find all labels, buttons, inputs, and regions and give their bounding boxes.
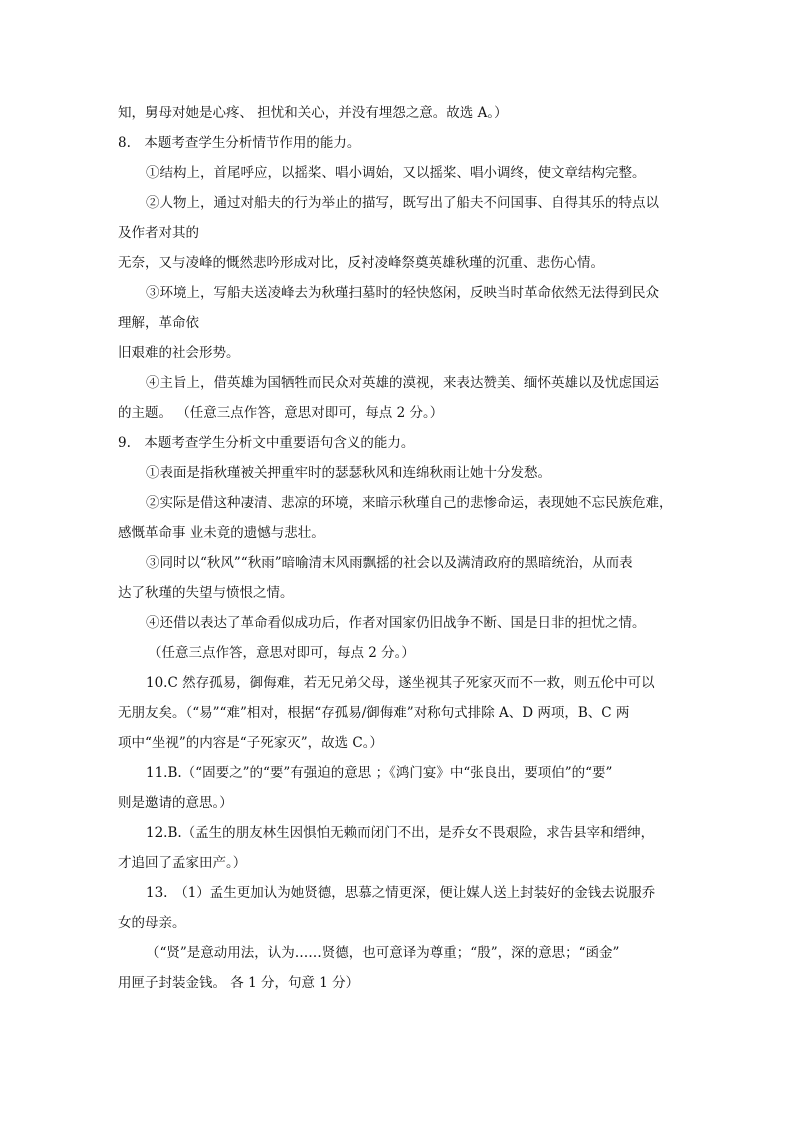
text-line: 用匣子封装金钱。 各 1 分，句意 1 分） — [118, 975, 360, 991]
text-line: 才追回了孟家田产。） — [118, 855, 247, 871]
question-9-heading: 9. 本题考查学生分析文中重要语句含义的能力。 — [118, 435, 415, 451]
question-10-answer: 10.C 然存孤易，御侮难，若无兄弟父母，遂坐视其子死家灭而不一救，则五伦中可以 — [146, 675, 655, 691]
text-line: ①表面是指秋瑾被关押重牢时的瑟瑟秋风和连绵秋雨让她十分发愁。 — [146, 465, 551, 481]
text-line: 无奈，又与凌峰的慨然悲吟形成对比，反衬凌峰祭奠英雄秋瑾的沉重、悲伤心情。 — [118, 255, 604, 271]
text-line: ①结构上，首尾呼应，以摇桨、唱小调始，又以摇桨、唱小调终，使文章结构完整。 — [146, 165, 646, 181]
text-line: ②实际是借这种凄清、悲凉的环境，来暗示秋瑾自己的悲惨命运，表现她不忘民族危难， — [146, 495, 673, 511]
text-line: 知，舅母对她是心疼、 担忧和关心，并没有埋怨之意。故选 A。） — [118, 105, 508, 121]
text-line: （“贤”是意动用法，认为……贤德，也可意译为尊重；“殷”，深的意思；“函金” — [146, 945, 620, 961]
question-13-answer: 13. （1）孟生更加认为她贤德，思慕之情更深，便让媒人送上封装好的金钱去说服乔 — [146, 885, 656, 901]
text-line: 则是邀请的意思。） — [118, 795, 233, 811]
text-line: 感慨革命事 业未竟的遗憾与悲壮。 — [118, 525, 325, 541]
text-line: 达了秋瑾的失望与愤恨之情。 — [118, 585, 294, 601]
text-line: （任意三点作答，意思对即可，每点 2 分。） — [148, 645, 415, 661]
text-line: 女的母亲。 — [118, 915, 186, 931]
question-12-answer: 12.B.（孟生的朋友林生因惧怕无赖而闭门不出，是乔女不畏艰险，求告县宰和缙绅， — [146, 825, 655, 841]
text-line: 无朋友矣。（“易”“难”相对，根据“存孤易/御侮难”对称句式排除 A、D 两项，B、C 两 — [118, 705, 630, 721]
text-line: ②人物上，通过对船夫的行为举止的描写，既写出了船夫不问国事、自得其乐的特点以 — [146, 195, 659, 211]
question-8-heading: 8. 本题考查学生分析情节作用的能力。 — [118, 135, 361, 151]
text-line: 的主题。 （任意三点作答，意思对即可，每点 2 分。） — [118, 405, 444, 421]
text-line: 项中“坐视”的内容是“子死家灭”，故选 C。） — [118, 735, 383, 751]
text-line: ④主旨上，借英雄为国牺牲而民众对英雄的漠视，来表达赞美、缅怀英雄以及忧虑国运 — [146, 375, 659, 391]
text-line: ④还借以表达了革命看似成功后，作者对国家仍旧战争不断、国是日非的担忧之情。 — [146, 615, 646, 631]
text-line: ③环境上，写船夫送凌峰去为秋瑾扫墓时的轻快悠闲，反映当时革命依然无法得到民众 — [146, 285, 659, 301]
text-line: 及作者对其的 — [118, 225, 199, 241]
question-11-answer: 11.B.（“固要之”的“要”有强迫的意思 ；《鸿门宴》中“张良出，要项伯”的“要” — [146, 765, 613, 781]
text-line: 理解，革命依 — [118, 315, 199, 331]
text-line: 旧艰难的社会形势。 — [118, 345, 240, 361]
text-line: ③同时以“秋风”“秋雨”暗喻清末风雨飘摇的社会以及满清政府的黑暗统治，从而表 — [146, 555, 633, 571]
